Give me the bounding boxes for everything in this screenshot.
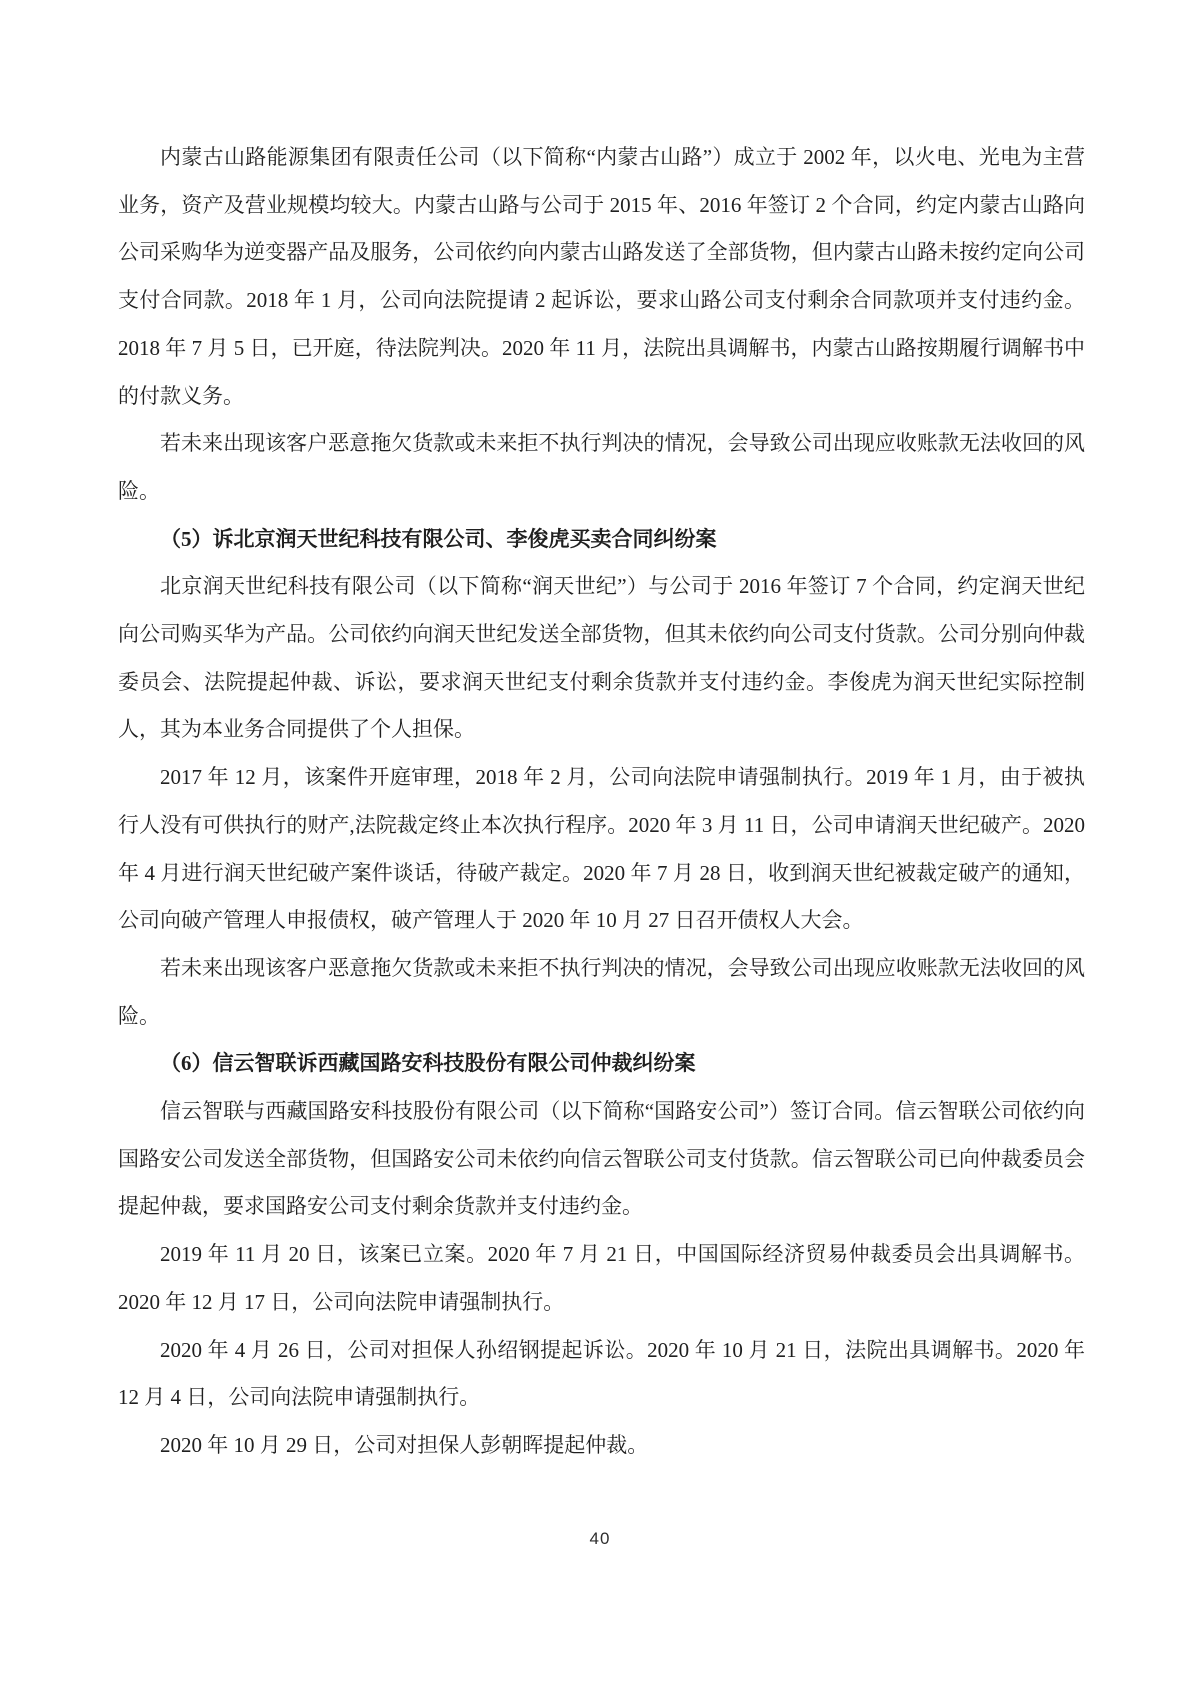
paragraph-risk-note-1: 若未来出现该客户恶意拖欠货款或未来拒不执行判决的情况，会导致公司出现应收账款无法收回的风险。 (118, 431, 1085, 503)
document-body (118, 134, 1085, 1470)
paragraph-guoluan-timeline-1: 2019 年 11 月 20 日，该案已立案。2020 年 7 月 21 日，中国国际经济贸易仲裁委员会出具调解书。2020 年 12 月 17 日，公司向法院申请强制执行。 (118, 1242, 1085, 1314)
paragraph-neimenggu-shanlu-intro: 内蒙古山路能源集团有限责任公司（以下简称“内蒙古山路”）成立于 2002 年，以火电、光电为主营业务，资产及营业规模均较大。内蒙古山路与公司于 2015 年、2016 年签订 2 个合同，约定内蒙古山路向公司采购华为逆变器产品及服务，公司依约向内蒙古山路发送了全部货物，但内蒙古山路未按约定向公司支付合同款。2018 年 1 月，公司向法院提请 2 起诉讼，要求山路公司支付剩余合同款项并支付违约金。2018 年 7 月 5 日，已开庭，待法院判决。2020 年 11 月，法院出具调解书，内蒙古山路按期履行调解书中的付款义务。 (118, 145, 1085, 408)
paragraph-guoluan-timeline-2: 2020 年 4 月 26 日，公司对担保人孙绍钢提起诉讼。2020 年 10 月 21 日，法院出具调解书。2020 年 12 月 4 日，公司向法院申请强制执行。 (118, 1337, 1085, 1410)
paragraph-guoluan-intro: 信云智联与西藏国路安科技股份有限公司（以下简称“国路安公司”）签订合同。信云智联公司依约向国路安公司发送全部货物，但国路安公司未依约向信云智联公司支付货款。信云智联公司已向仲裁委员会提起仲裁，要求国路安公司支付剩余货款并支付违约金。 (118, 1099, 1085, 1219)
paragraph-runtianshiji-intro: 北京润天世纪科技有限公司（以下简称“润天世纪”）与公司于 2016 年签订 7 个合同，约定润天世纪向公司购买华为产品。公司依约向润天世纪发送全部货物，但其未依约向公司支付货款。公司分别向仲裁委员会、法院提起仲裁、诉讼，要求润天世纪支付剩余货款并支付违约金。李俊虎为润天世纪实际控制人，其为本业务合同提供了个人担保。 (118, 574, 1085, 742)
section-heading-case-5: （5）诉北京润天世纪科技有限公司、李俊虎买卖合同纠纷案 (160, 526, 717, 551)
paragraph-runtianshiji-timeline: 2017 年 12 月，该案件开庭审理，2018 年 2 月，公司向法院申请强制执行。2019 年 1 月，由于被执行人没有可供执行的财产,法院裁定终止本次执行程序。2020 年 3 月 11 日，公司申请润天世纪破产。2020 年 4 月进行润天世纪破产案件谈话，待破产裁定。2020 年 7 月 28 日，收到润天世纪被裁定破产的通知，公司向破产管理人申报债权，破产管理人于 2020 年 10 月 27 日召开债权人大会。 (118, 765, 1085, 933)
paragraph-guoluan-timeline-3: 2020 年 10 月 29 日，公司对担保人彭朝晖提起仲裁。 (160, 1432, 649, 1457)
paragraph-risk-note-2: 若未来出现该客户恶意拖欠货款或未来拒不执行判决的情况，会导致公司出现应收账款无法收回的风险。 (118, 955, 1085, 1028)
section-heading-case-6: （6）信云智联诉西藏国路安科技股份有限公司仲裁纠纷案 (160, 1051, 696, 1076)
page-number: 40 (589, 1529, 611, 1548)
